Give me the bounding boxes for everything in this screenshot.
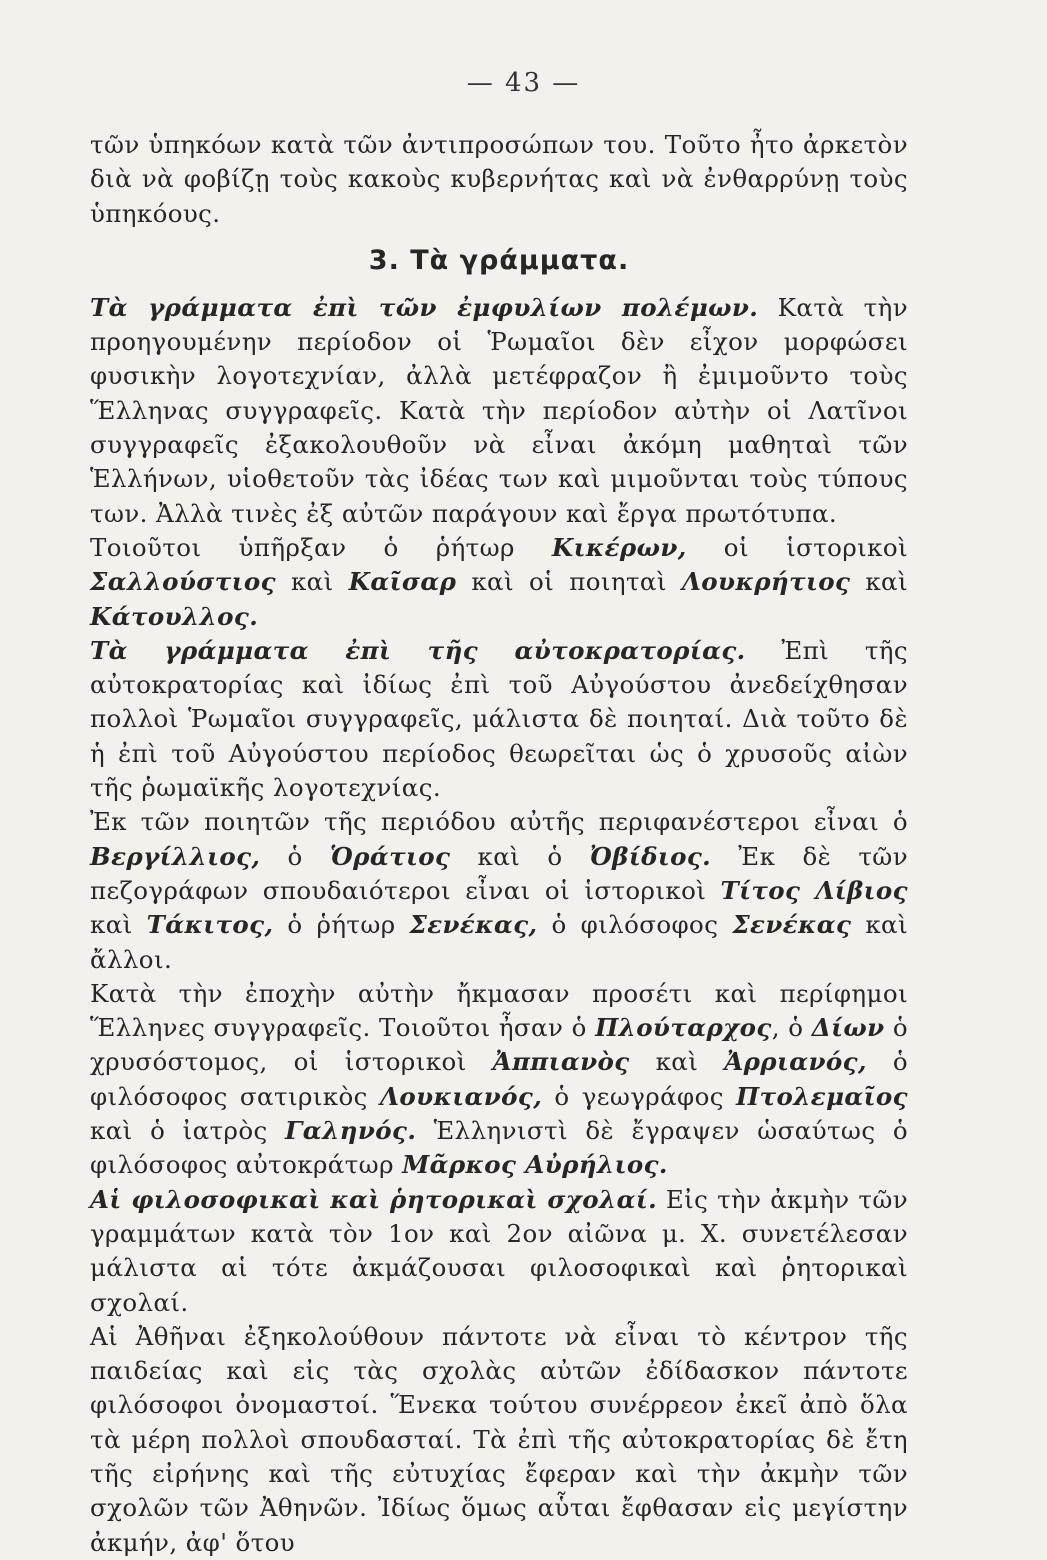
text-run: Ἑλληνιστὶ δὲ ἔγραψεν ὡσαύτως ὁ φιλόσοφος αὐτοκράτωρ	[90, 1116, 908, 1180]
paragraph-continued	[90, 128, 908, 231]
name-ptolemy: Πτολεμαῖος	[736, 1081, 908, 1111]
name-lucretius: Λουκρήτιος	[681, 567, 851, 597]
text-run: Τοιοῦτοι ὑπῆρξαν ὁ ῥήτωρ	[90, 532, 552, 562]
name-catullus: Κάτουλλος.	[90, 601, 259, 631]
text-run: Ἐκ δὲ τῶν πεζογράφων σπουδαιότεροι εἶναι οἱ ἱστορικοὶ	[90, 841, 908, 905]
name-ovid: Ὀβίδιος.	[589, 841, 712, 871]
name-caesar: Καῖσαρ	[348, 567, 457, 597]
text-run: ὁ γεωγράφος	[542, 1081, 737, 1111]
paragraph-poets	[90, 805, 908, 976]
section-title: 3. Τὰ γράμματα.	[368, 244, 630, 276]
text-run: Κατὰ τὴν προηγουμένην περίοδον οἱ Ῥωμαῖοι δὲν εἶχον μορφώσει φυσικὴν λογοτεχνίαν, ἀλλὰ μετέφραζον ἢ ἐμιμοῦντο τοὺς Ἕλληνας συγγραφεῖς. Κατὰ τὴν περίοδον αὐτὴν οἱ Λατῖνοι συγγραφεῖς ἐξακολουθοῦν νὰ εἶναι ἀκόμη μαθηταὶ τῶν Ἑλλήνων, υἱοθετοῦν τὰς ἰδέας των καὶ μιμοῦνται τοὺς τύπους των. Ἀλλὰ τινὲς ἐξ αὐτῶν παράγουν καὶ ἔργα πρωτότυπα.	[90, 292, 908, 528]
name-dio: Δίων	[811, 1013, 885, 1043]
text-run: καὶ	[629, 1047, 725, 1077]
name-appian: Ἀππιανὸς	[492, 1047, 630, 1077]
name-sallust: Σαλλούστιος	[90, 567, 276, 597]
text-run: καὶ	[275, 567, 349, 597]
name-plutarch: Πλούταρχος	[595, 1013, 772, 1043]
text-run: τῶν ὑπηκόων κατὰ τῶν ἀντιπροσώπων του. Τοῦτο ἦτο ἀρκετὸν διὰ νὰ φοβίζῃ τοὺς κακοὺς κυβερνήτας καὶ νὰ ἐνθαρρύνῃ τοὺς ὑπηκόους.	[90, 130, 908, 228]
text-run: Αἱ Ἀθῆναι ἐξηκολούθουν πάντοτε νὰ εἶναι τὸ κέντρον τῆς παιδείας καὶ εἰς τὰς σχολὰς αὐτῶν ἐδίδασκον πάντοτε φιλόσοφοι ὀνομαστοί. Ἕνεκα τούτου συνέρρεον ἐκεῖ ἀπὸ ὅλα τὰ μέρη πολλοὶ σπουδασταί. Τὰ ἐπὶ τῆς αὐτοκρατορίας δὲ ἔτη τῆς εἰρήνης καὶ τῆς εὐτυχίας ἔφεραν καὶ τὴν ἀκμὴν τῶν σχολῶν τῶν Ἀθηνῶν. Ἰδίως ὅμως αὗται ἔφθασαν εἰς μεγίστην ἀκμήν, ἀφ' ὅτου	[90, 1321, 908, 1557]
paragraph-empire	[90, 634, 908, 805]
subheading-empire: Τὰ γράμματα ἐπὶ τῆς αὐτοκρατορίας.	[90, 635, 746, 665]
text-run: καὶ ὁ ἰατρὸς	[90, 1116, 286, 1146]
text-run: Εἰς τὴν ἀκμὴν τῶν γραμμάτων κατὰ τὸν 1ον καὶ 2ον αἰῶνα μ. Χ. συνετέλεσαν μάλιστα αἱ τότε ἀκμάζουσαι φιλοσοφικαὶ καὶ ῥητορικαὶ σχολαί.	[90, 1184, 908, 1317]
name-livy: Τίτος Λίβιος	[720, 875, 908, 905]
text-run: καὶ οἱ ποιηταὶ	[456, 567, 682, 597]
text-run: Ἐπὶ τῆς αὐτοκρατορίας καὶ ἰδίως ἐπὶ τοῦ Αὐγούστου ἀνεδείχθησαν πολλοὶ Ῥωμαῖοι συγγραφεῖς, μάλιστα δὲ ποιηταί. Διὰ τοῦτο δὲ ἡ ἐπὶ τοῦ Αὐγούστου περίοδος θεωρεῖται ὡς ὁ χρυσοῦς αἰὼν τῆς ῥωμαϊκῆς λογοτεχνίας.	[90, 635, 908, 803]
name-seneca-rhetor: Σενέκας,	[409, 910, 538, 940]
text-run: οἱ ἱστορικοὶ	[686, 532, 908, 562]
text-run: ὁ	[260, 841, 330, 871]
subheading-civil-wars: Τὰ γράμματα ἐπὶ τῶν ἐμφυλίων πολέμων.	[90, 292, 759, 322]
text-run: ὁ ῥήτωρ	[273, 910, 410, 940]
text-run: Κατὰ τὴν ἐποχὴν αὐτὴν ἤκμασαν προσέτι καὶ περίφημοι Ἕλληνες συγγραφεῖς. Τοιοῦτοι ἦσαν ὁ	[90, 978, 908, 1043]
paragraph-civil-wars	[90, 291, 908, 531]
paragraph-authors	[90, 531, 908, 634]
subheading-schools: Αἱ φιλοσοφικαὶ καὶ ῥητορικαὶ σχολαί.	[90, 1184, 658, 1214]
name-horace: Ὁράτιος	[329, 841, 451, 871]
text-run: ὁ φιλόσοφος σατιρικὸς	[90, 1047, 908, 1111]
name-galen: Γαληνός.	[285, 1116, 417, 1146]
name-cicero: Κικέρων,	[551, 532, 687, 562]
text-run: ὁ φιλόσοφος	[537, 910, 733, 940]
text-run: Ἐκ τῶν ποιητῶν τῆς περιόδου αὐτῆς περιφανέστεροι εἶναι ὁ	[90, 807, 908, 837]
text-run: καὶ ἄλλοι.	[90, 910, 908, 974]
body-text	[90, 128, 908, 1560]
name-tacitus: Τάκιτος,	[146, 910, 274, 940]
text-run: καὶ	[850, 567, 909, 597]
text-run: , ὁ	[771, 1013, 812, 1043]
name-marcus-aurelius: Μᾶρκος Αὐρήλιος.	[402, 1150, 668, 1180]
text-run: καὶ	[90, 910, 147, 940]
text-run: καὶ ὁ	[450, 841, 590, 871]
page-number: — 43 —	[466, 68, 581, 98]
paragraph-schools	[90, 1183, 908, 1320]
paragraph-greek-writers	[90, 977, 908, 1183]
text-run: ὁ χρυσόστομος, οἱ ἱστορικοὶ	[90, 1013, 909, 1077]
name-arrian: Ἀρριανός,	[724, 1047, 867, 1077]
name-seneca-philosopher: Σενέκας	[732, 910, 852, 940]
paragraph-athens	[90, 1320, 908, 1560]
name-lucian: Λουκιανός,	[379, 1081, 543, 1111]
name-virgil: Βεργίλλιος,	[90, 841, 261, 871]
